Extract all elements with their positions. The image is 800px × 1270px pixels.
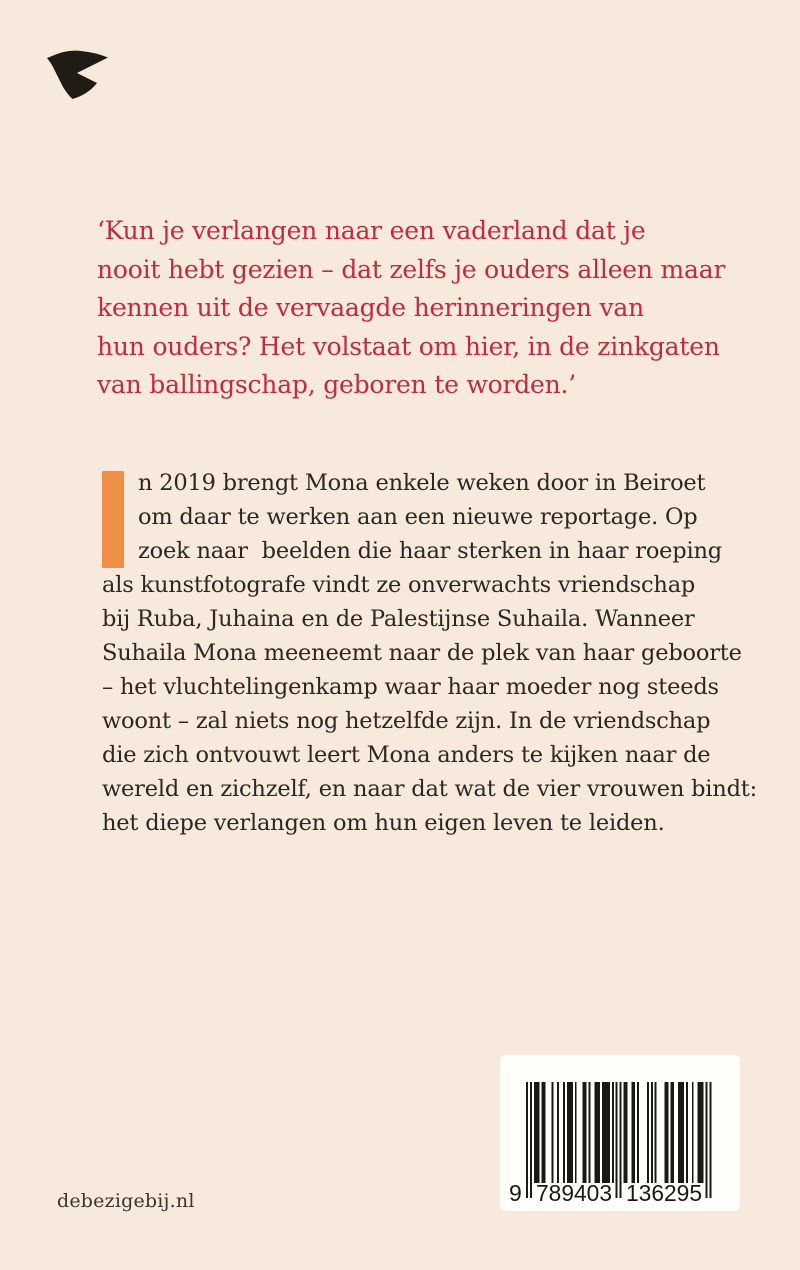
synopsis-line: bij Ruba, Juhaina en de Palestijnse Suhaila. Wanneer <box>102 606 695 632</box>
publisher-website: debezigebij.nl <box>57 1190 195 1212</box>
synopsis-line: woont – zal niets nog hetzelfde zijn. In de vriendschap <box>102 708 711 734</box>
svg-text:789403: 789403 <box>536 1180 612 1206</box>
barcode-svg <box>508 1082 728 1204</box>
quote-line: nooit hebt gezien – dat zelfs je ouders alleen maar <box>97 254 726 284</box>
quote-text <box>97 212 725 405</box>
quote-line: ‘Kun je verlangen naar een vaderland dat je <box>97 216 646 245</box>
barcode <box>500 1055 740 1211</box>
svg-text:136295: 136295 <box>626 1180 702 1206</box>
synopsis-indented-lines <box>138 466 722 568</box>
synopsis-full-lines <box>102 568 757 840</box>
synopsis-line: het diepe verlangen om hun eigen leven te leiden. <box>102 810 665 836</box>
quote-line: kennen uit de vervaagde herinneringen van <box>97 293 645 322</box>
svg-text:9: 9 <box>509 1180 522 1206</box>
synopsis-line: als kunstfotografe vindt ze onverwachts vriendschap <box>102 572 696 598</box>
synopsis-line: wereld en zichzelf, en naar dat wat de vier vrouwen bindt: <box>102 776 757 802</box>
synopsis-line: Suhaila Mona meeneemt naar de plek van haar geboorte <box>102 640 742 666</box>
synopsis-line: zoek naar beelden die haar sterken in haar roeping <box>138 538 722 564</box>
synopsis-line: – het vluchtelingenkamp waar haar moeder nog steeds <box>102 674 719 700</box>
bird-logo-icon <box>47 50 109 102</box>
synopsis-line: die zich ontvouwt leert Mona anders te kijken naar de <box>102 742 711 768</box>
quote-line: van ballingschap, geboren te worden.’ <box>97 370 577 399</box>
quote-line: hun ouders? Het volstaat om hier, in de zinkgaten <box>97 331 720 361</box>
drop-cap-bar-i <box>102 471 124 568</box>
synopsis-text <box>102 466 757 840</box>
synopsis-line: om daar te werken aan een nieuwe reportage. Op <box>138 504 698 530</box>
publisher-logo <box>47 50 109 102</box>
synopsis-line: n 2019 brengt Mona enkele weken door in Beiroet <box>138 470 706 496</box>
synopsis-first-lines <box>102 466 757 568</box>
